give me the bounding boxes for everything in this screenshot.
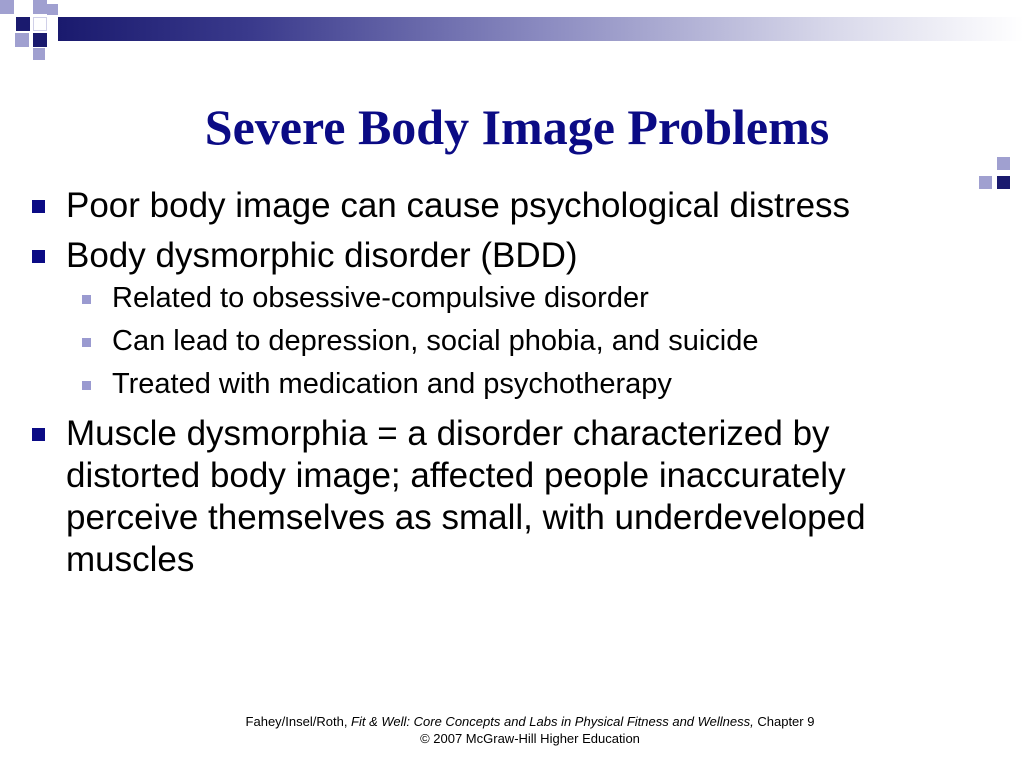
- square-bullet-icon: [32, 250, 45, 263]
- decor-square-icon: [997, 176, 1010, 189]
- sub-bullet-text: Can lead to depression, social phobia, and suicide: [112, 325, 759, 357]
- decor-square-icon: [33, 0, 47, 14]
- bullet-item: [30, 185, 960, 227]
- footer-copyright: © 2007 McGraw-Hill Higher Education: [420, 731, 640, 746]
- decor-square-icon: [997, 157, 1010, 170]
- bullet-text: Poor body image can cause psychological distress: [66, 186, 851, 225]
- decor-square-icon: [47, 4, 58, 15]
- decor-square-icon: [979, 176, 992, 189]
- sub-bullet-list: [30, 281, 960, 401]
- footer-citation: [180, 713, 880, 730]
- footer-book-title: Fit & Well: Core Concepts and Labs in Physical Fitness and Wellness,: [351, 714, 754, 729]
- decor-square-icon: [0, 0, 14, 14]
- square-bullet-icon: [32, 428, 45, 441]
- footer-authors: Fahey/Insel/Roth,: [245, 714, 352, 729]
- bullet-item: [30, 235, 960, 277]
- decor-square-icon: [33, 17, 47, 31]
- sub-bullet-item: [30, 281, 960, 315]
- footer-chapter: Chapter 9: [753, 714, 815, 729]
- sub-bullet-item: [30, 367, 960, 401]
- sub-bullet-text: Related to obsessive-compulsive disorder: [112, 282, 649, 314]
- square-bullet-icon: [82, 381, 91, 390]
- decor-square-icon: [16, 17, 30, 31]
- square-bullet-icon: [82, 295, 91, 304]
- slide-content: [30, 185, 960, 589]
- square-bullet-icon: [32, 200, 45, 213]
- decor-square-icon: [33, 33, 47, 47]
- slide-title: Severe Body Image Problems: [204, 99, 830, 155]
- header-gradient-bar: [58, 17, 1024, 41]
- bullet-item: [30, 413, 960, 581]
- slide-footer: [180, 713, 880, 747]
- bullet-text: Muscle dysmorphia = a disorder characterized by distorted body image; affected people inaccurately perceive themselves as small, with underdeveloped muscles: [66, 414, 866, 579]
- decor-square-icon: [33, 48, 45, 60]
- sub-bullet-item: [30, 324, 960, 358]
- sub-bullet-text: Treated with medication and psychotherapy: [112, 368, 672, 400]
- square-bullet-icon: [82, 338, 91, 347]
- bullet-text: Body dysmorphic disorder (BDD): [66, 236, 578, 275]
- decor-square-icon: [15, 33, 29, 47]
